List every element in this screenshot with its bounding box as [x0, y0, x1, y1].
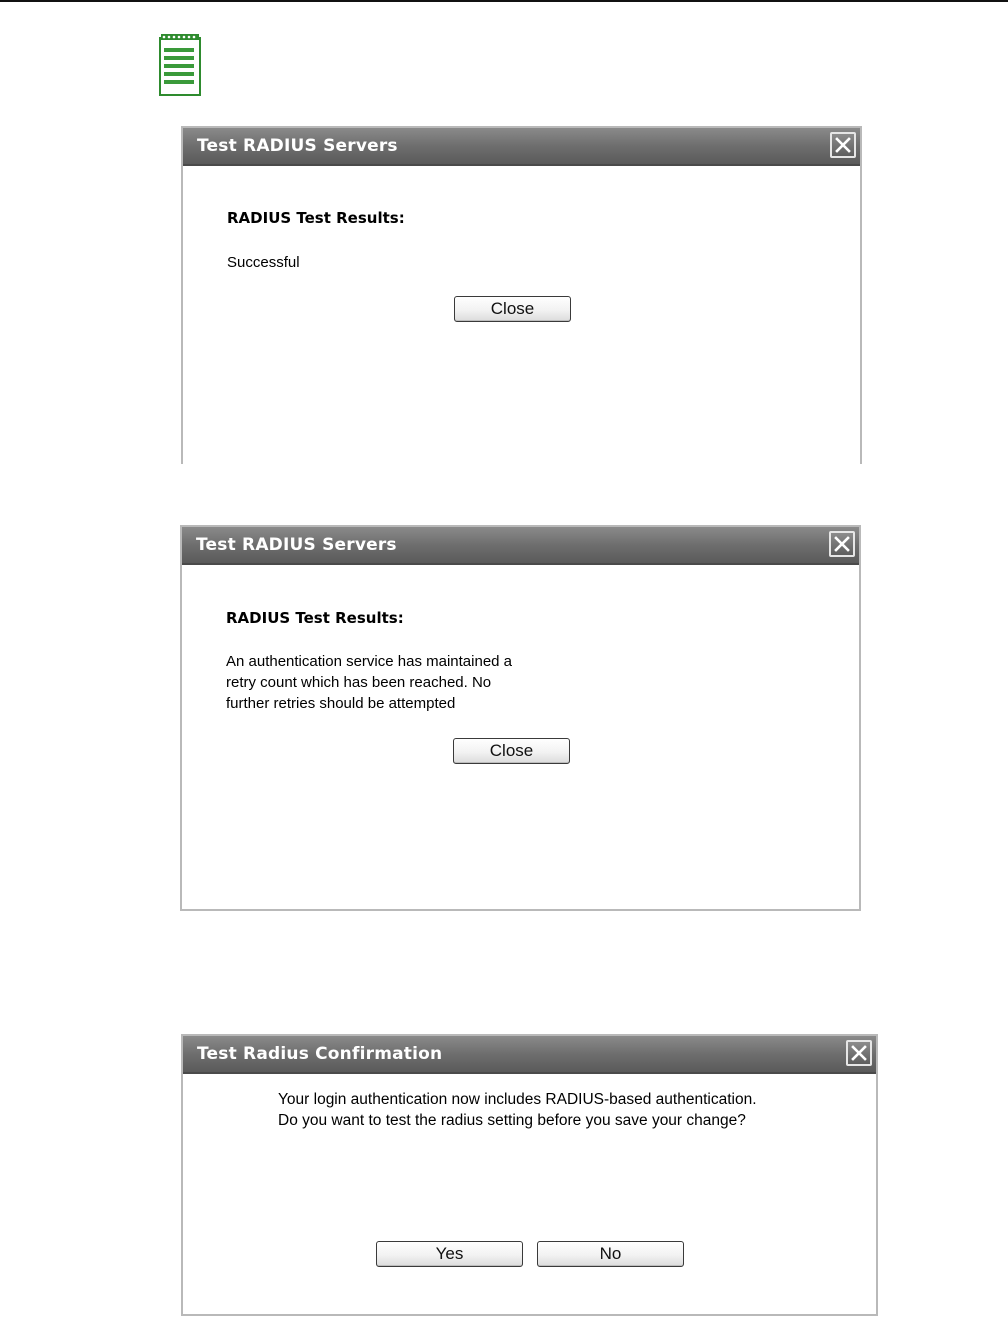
yes-button[interactable]: Yes: [376, 1241, 523, 1267]
confirmation-message: Your login authentication now includes RADIUS-based authentication. Do you want to test the radius setting before you save your change?: [278, 1091, 757, 1129]
close-icon[interactable]: [829, 531, 855, 557]
page-top-rule: [0, 0, 1008, 2]
dialog-titlebar[interactable]: [183, 128, 860, 166]
results-heading: RADIUS Test Results:: [226, 609, 404, 627]
dialog-titlebar[interactable]: [182, 527, 859, 565]
dialog-test-radius-success: [181, 126, 862, 464]
dialog-titlebar[interactable]: [183, 1036, 876, 1074]
close-button[interactable]: Close: [454, 296, 571, 322]
results-message: Successful: [227, 254, 300, 271]
close-icon[interactable]: [830, 132, 856, 158]
dialog-title: Test Radius Confirmation: [197, 1044, 443, 1064]
close-button[interactable]: Close: [453, 738, 570, 764]
no-button[interactable]: No: [537, 1241, 684, 1267]
results-message: An authentication service has maintained a retry count which has been reached. No further retries should be attempted: [226, 653, 513, 712]
close-icon[interactable]: [846, 1040, 872, 1066]
dialog-test-radius-retry: [180, 525, 861, 911]
dialog-title: Test RADIUS Servers: [197, 136, 398, 156]
dialog-test-radius-confirmation: [181, 1034, 878, 1316]
note-icon: [158, 33, 204, 97]
results-heading: RADIUS Test Results:: [227, 209, 405, 227]
dialog-title: Test RADIUS Servers: [196, 535, 397, 555]
